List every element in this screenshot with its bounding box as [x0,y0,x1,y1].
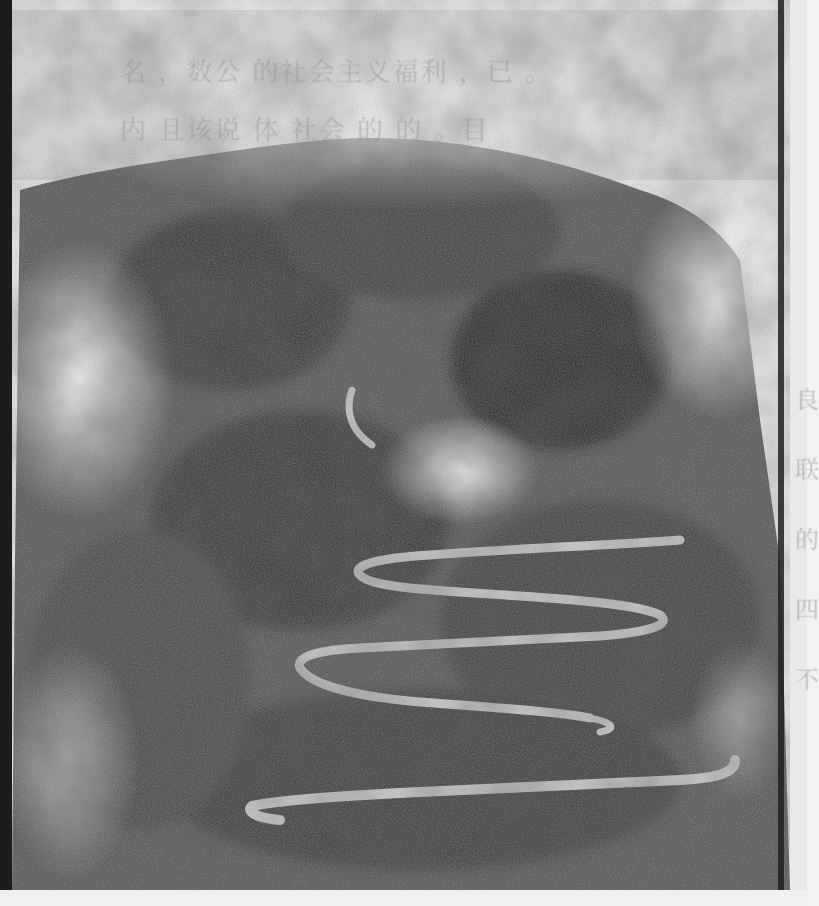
bleed-through-text-line-1: 名 ，数公 的社会主义福利 ，已 。 [120,58,554,88]
left-scan-edge [0,0,12,906]
bottom-margin [0,890,807,906]
bleed-through-right-3: 的 [795,526,819,554]
right-margin [790,0,807,906]
bleed-through-right-2: 联 [795,456,819,484]
bleed-through-right-5: 不 [795,666,819,694]
bleed-through-right-4: 四 [795,596,819,624]
right-scan-edge [778,0,784,906]
bleed-through-right-1: 良 [795,386,819,414]
bleed-through-text-line-2: 内 且该说 体 社会 的 的 。目 [120,116,490,146]
